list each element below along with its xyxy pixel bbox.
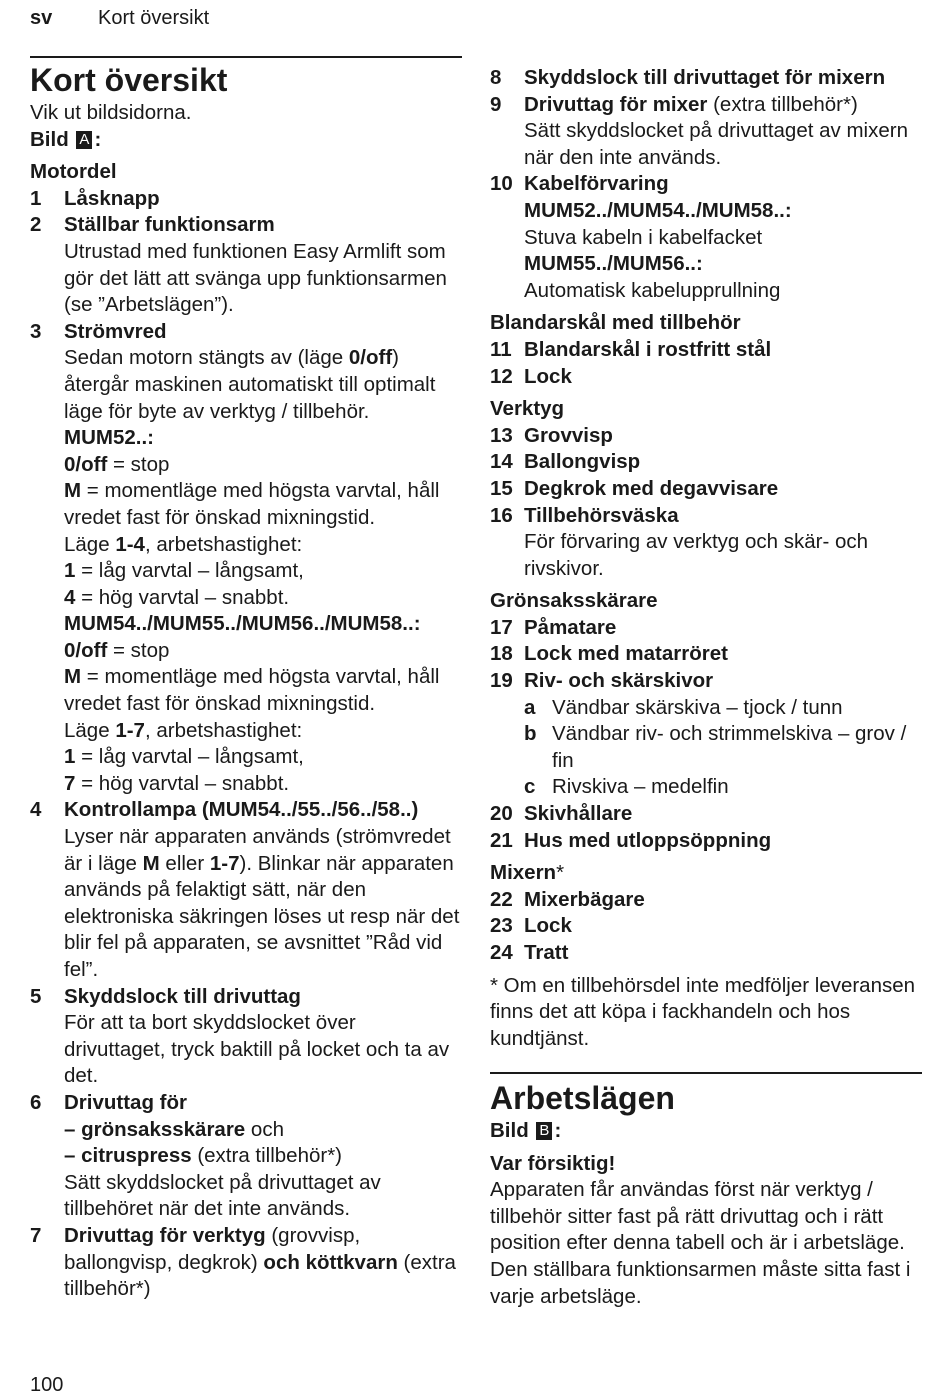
- list-item-22: 22 Mixerbägare: [490, 887, 645, 911]
- list-item-15: 15 Degkrok med degavvisare: [490, 476, 779, 500]
- page-number: 100: [30, 1374, 64, 1396]
- sub-item-b: b Vändbar riv- och strimmelskiva – grov / fin: [524, 722, 907, 772]
- list-item-14: 14 Ballongvisp: [490, 450, 641, 474]
- arbetslagen-section: [490, 1078, 930, 1310]
- list-item-16: 16 Tillbehörsväska För förvaring av verktyg och skär- och rivskivor.: [490, 503, 869, 580]
- list-item-8: 8 Skyddslock till drivuttaget för mixern: [490, 66, 886, 89]
- section-heading-kort-oversikt: Kort översikt: [30, 62, 228, 98]
- sub-item-a: a Vändbar skärskiva – tjock / tunn: [524, 695, 843, 719]
- list-item-17: 17 Påmatare: [490, 615, 617, 639]
- list-item-18: 18 Lock med matarröret: [490, 642, 728, 666]
- right-column: [490, 65, 930, 1052]
- bild-reference-a: Bild A :: [30, 127, 102, 151]
- list-item-13: 13 Grovvisp: [490, 423, 613, 447]
- footnote: * Om en tillbehörsdel inte medföljer leveransen finns det att köpa i fackhandeln och hos kundtjänst.: [490, 973, 916, 1050]
- list-item-10: 10 Kabelförvaring MUM52../MUM54../MUM58..: Stuva kabeln i kabelfacket MUM55../MUM56..: Automatisk kabelupprullning: [490, 172, 792, 302]
- list-item-6: 6 Drivuttag för – grönsaksskärare och – citruspress (extra tillbehör*) Sätt skyddslocket på drivuttaget av tillbehöret när det inte används.: [30, 1090, 381, 1221]
- list-item-3: 3 Strömvred Sedan motorn stängts av (läge 0/off) återgår maskinen automatiskt till optimalt läge för byte av verktyg / tillbehör. MUM52..: 0/off = stop M = momentläge med högsta varvtal, håll vredet fast för önskad mixningstid. Läge 1-4, arbetshastighet: 1 = låg varvtal – långsamt, 4 = hög varvtal – snabbt. MUM54../MUM55../MUM56../MUM58..: 0/off = stop M = momentläge med högsta varvtal, håll vredet fast för önskad mixningstid. Läge 1-7, arbetshastighet: 1 = låg varvtal – långsamt, 7 = hög varvtal – snabbt.: [30, 319, 440, 795]
- warning-text: Apparaten får användas först när verktyg / tillbehör sitter fast på rätt drivuttag och i rätt position efter denna tabell och är i arbetsläge. Den ställbara funktionsarmen måste sitta fast i varje arbetsläge.: [490, 1178, 911, 1308]
- language-code: sv: [30, 7, 53, 29]
- list-item-19: 19 Riv- och skärskivor a Vändbar skärskiva – tjock / tunn b Vändbar riv- och strimmelskiva – grov / fin c Rivskiva – medelfin: [490, 668, 930, 801]
- right-heading-rule: [490, 1072, 922, 1074]
- bild-reference-b: Bild B :: [490, 1119, 562, 1142]
- list-item-7: 7 Drivuttag för verktyg (grovvisp, ballongvisp, degkrok) och köttkvarn (extra tillbehör*): [30, 1223, 456, 1301]
- left-column: [30, 60, 460, 1303]
- list-item-5: 5 Skyddslock till drivuttag För att ta bort skyddslocket över drivuttaget, tryck baktill på locket och ta av det.: [30, 984, 450, 1088]
- section-motordel: Motordel: [30, 160, 117, 184]
- list-item-12: 12 Lock: [490, 364, 572, 388]
- figure-letter-b: B: [536, 1122, 552, 1140]
- list-item-20: 20 Skivhållare: [490, 802, 633, 826]
- list-item-23: 23 Lock: [490, 914, 572, 938]
- list-item-24: 24 Tratt: [490, 941, 569, 964]
- warning-title: Var försiktig!: [490, 1151, 616, 1175]
- left-heading-rule: [30, 56, 462, 58]
- sub-item-c: c Rivskiva – medelfin: [524, 775, 729, 799]
- list-item-9: 9 Drivuttag för mixer (extra tillbehör*) Sätt skyddslocket på drivuttaget av mixern när den inte används.: [490, 92, 908, 169]
- running-title: Kort översikt: [98, 7, 210, 29]
- list-item-11: 11 Blandarskål i rostfritt stål: [490, 337, 772, 361]
- list-item-21: 21 Hus med utloppsöppning: [490, 828, 772, 852]
- list-item-4: 4 Kontrollampa (MUM54../55../56../58..) Lyser när apparaten används (strömvredet är i läge M eller 1-7). Blinkar när apparaten används på felaktigt sätt, när den elektroniska säkringen löses ut resp när det blir fel på apparaten, se avsnittet ”Råd vid fel”.: [30, 798, 460, 981]
- section-heading-arbetslagen: Arbetslägen: [490, 1080, 675, 1116]
- section-mixern: Mixern*: [490, 861, 565, 885]
- page-header: [30, 4, 210, 32]
- list-item-2: 2 Ställbar funktionsarm Utrustad med funktionen Easy Armlift som gör det lätt att svänga upp funktionsarmen (se ”Arbetslägen”).: [30, 213, 447, 317]
- list-item-1: 1 Låsknapp: [30, 186, 160, 210]
- section-verktyg: Verktyg: [490, 397, 565, 421]
- section-gronsaksskarare: Grönsaksskärare: [490, 589, 658, 613]
- figure-letter-a: A: [76, 131, 92, 149]
- intro-text: Vik ut bildsidorna.: [30, 101, 192, 124]
- section-blandarskal: Blandarskål med tillbehör: [490, 311, 741, 335]
